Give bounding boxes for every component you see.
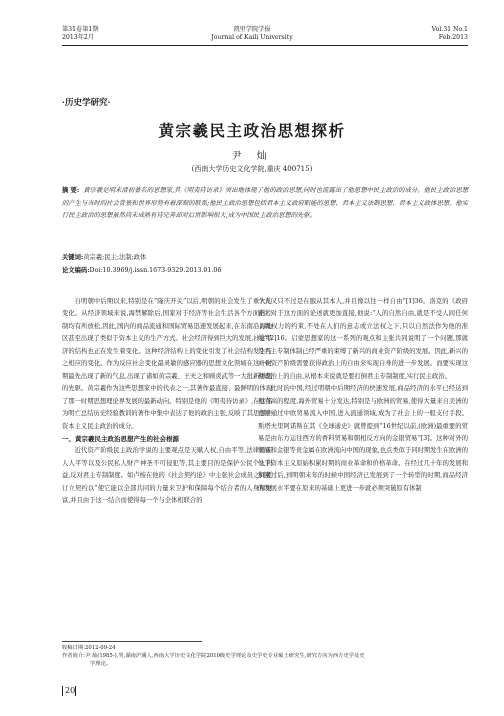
paragraph: 此时的中国,经过明朝中后期经济的快速发展,商品经济的水平已经达到相当高的程度,海外贸易十分发达,特别是与欧洲的贸易,使得大量来自美洲的白银通过中欧贸易流入中国,进入流通领域,成为了社会上的一般支付手段。斯塔夫里阿诺斯在其《全球通史》就曾提到“16世纪以前,(欧洲)最重要的贸易是由东方运往西方的香料贸易和朝相反方向的金银贸易”[3]。这种对外的贸易和金银等贵金属在欧洲流向中国的现象,也点类似于同时期发生在欧洲的处于资本主义原始积累时期的商业革命和价格革命。在经过几十年的发展和积累过后,到明朝末年的时候中国经济已发展到了一个转型的时期,商品经济的发展水平要在原来的基础上更进一步就必须突破原有体制 [258,385,468,492]
received-date: 收稿日期:2012-09-24 [62,645,116,651]
section-heading: 一、黄宗羲民主政治思想产生的社会根源 [62,434,179,443]
author-name: 尹 灿 [231,151,273,162]
page-number: 20 [62,686,76,696]
paragraph-continued: 个人又只不过是在服从其本人,并且像以往一样自由”[1]36。洛克的《政府论》对于这方面的论述就更加直接,他说:“人的自然自由,就是不受人间任何上级权力的约束,不处在人们的意志或立法权之下,只以自然法作为他的准绳”[2]16。启蒙思想家的这一系列的观点和主张共同说明了一个问题,那就是君主专制体制已经严重的束缚了新兴的商业资产阶级的发展。因此,新兴的商业资产阶级需要获得政治上的自由来实现自身的进一步发展。而要实现这种政治上的自由,从根本来说就是要打倒君主专制制度,实行民主政治。 [258,298,468,380]
paragraph: 自明朝中后期以来,特别是在“隆庆开关”以后,明朝的社会发生了重大的变化。从经济领域来说,海禁解除后,国家对于经济等社会生活各个方面的控制均有所放松,因此,国内的商品流通和国际贸易迅速发展起来,在东南沿海地区甚至出现了类似于资本主义的生产方式。社会经济得到巨大的发展,社会经济的结构也正在发生着变化。这种经济结构上的变化引发了社会结构发生与之相应的变化。作为反应社会变化最灵敏的感应器的思想文化领域在这一时期最先出现了新的气息,出现了诸如黄宗羲、王夫之和顾炎武等一大批新思想的先驱。黄宗羲作为这些思想家中的代表之一,其著作最直接、最鲜明的体现了那一时期思想理论界发展的最新动向。特别是他的《明夷待访录》,在这部为明亡总结历史经验教训的著作中集中表达了他的政治主张,反映了其思想中资本主义民主政治的成分。 [62,298,272,430]
journal-name [0,26,504,42]
date-line: 2013年2月 [62,34,95,41]
abstract [62,185,468,223]
author-info-continued: 学理论。 [90,661,112,667]
volume-issue-en-line: Vol.31 No.1 [431,26,468,33]
doi-text: Doi:10.3969/j.issn.1673-9329.2013.01.06 [89,267,222,274]
volume-issue-line: 第31卷第1期 [62,26,99,33]
footnote [62,644,468,668]
paragraph: 近代资产阶级民主政治学说的主要观点是天赋人权,自由平等,法律面前人人平等以及公民私人财产神圣不可侵犯等,其主要目的是保护公民个人利益,反对君主专制制度。如卢梭在他的《社会契约论》中主张社会成员之间要订立契约以“使它能以全部共同的力量来卫护和保障每个结合者的人身和财富,并且由于这一结合而使得每一个与全体相联合的 [62,447,272,505]
paper-title: 黄宗羲民主政治思想探析 [158,121,346,140]
author-affiliation: (西南大学历史文化学院,重庆 400715) [191,165,313,173]
header-rule [62,45,468,46]
keywords [62,253,468,262]
journal-volume-issue-en [432,26,468,42]
doi-label: 论文编码: [62,267,90,274]
body-column-right [258,296,468,495]
body-column-left [62,296,272,508]
journal-name-en: Journal of Kaili University [211,34,293,41]
section-label: ·历史学研究· [62,98,111,108]
journal-name-cn: 凯里学院学报 [233,26,271,33]
keywords-text: 黄宗羲;民主;法制;政体 [83,254,147,261]
keywords-label: 关键词: [62,254,84,261]
abstract-text: 黄宗羲是明末清初著名的思想家,其《明夷待访录》突出地体现了他的政治思想,同时也流露出了他思想中民主政治的成分。他民主政治思想的产生与当时的社会背景和世界形势有着深刻的联系;他民主政治思想包括君本主义政府职能的思想、君本主义法制思想、君本主义政体思想。他实行民主政治的思想虽然尚未成熟有待完善却对后世影响很大,成为中国民主政治思想的先驱。 [62,187,468,220]
abstract-label: 摘 要: [62,187,80,194]
doi [62,266,468,275]
date-en-line: Feb.2013 [438,34,468,41]
author-info: 作者简介:尹 灿(1985-),男,湖南沪溪人,西南大学历史文化学院2010级史学理论及史学史专业硕士研究生,研究方向为西方史学及史 [62,653,365,659]
footnote-rule [62,641,202,642]
